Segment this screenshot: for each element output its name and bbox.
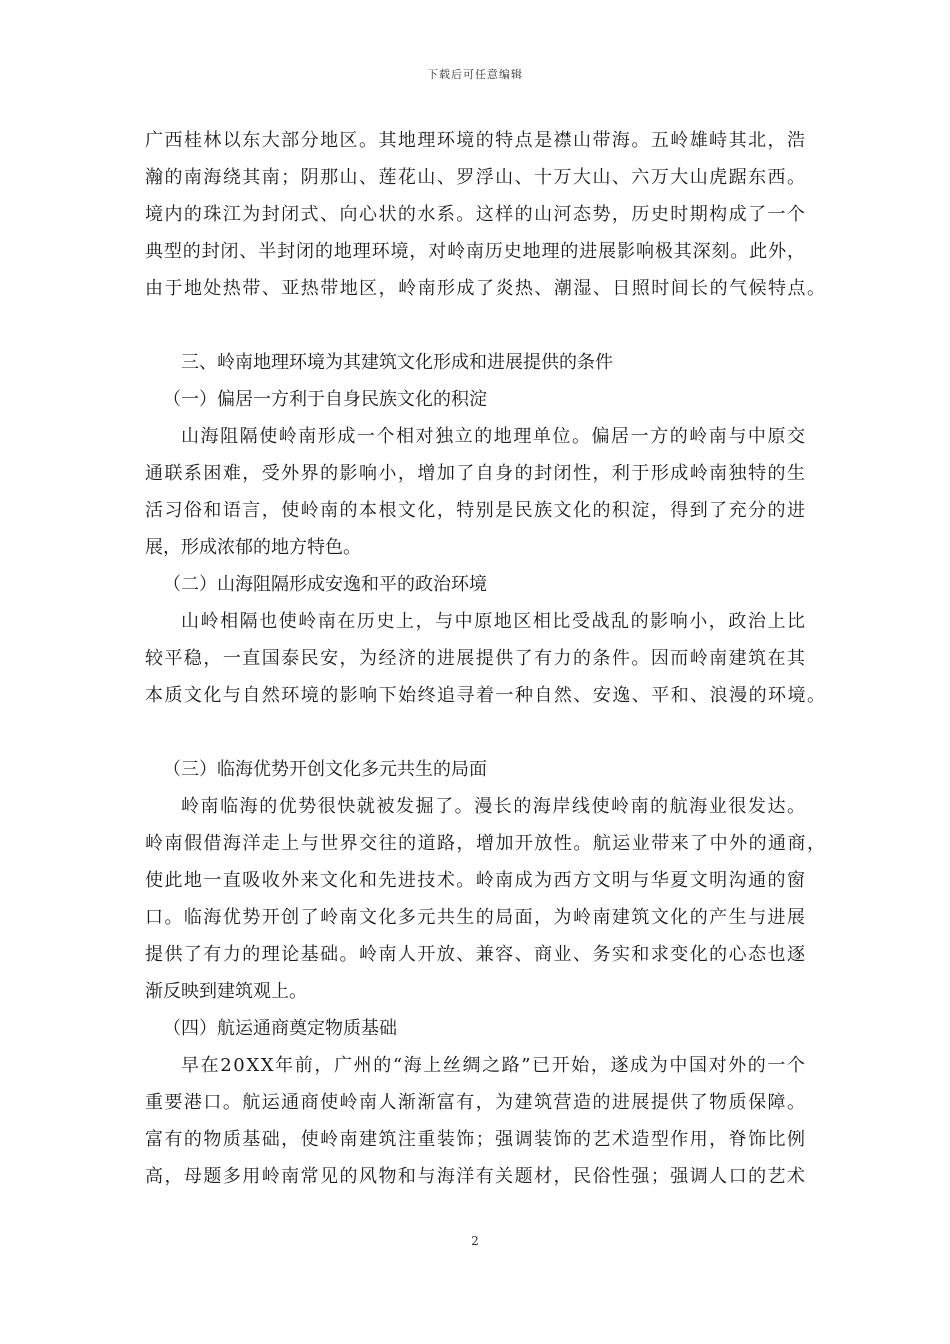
body-line: 岭南临海的优势很快就被发掘了。漫长的海岸线使岭南的航海业很发达。 [181,796,807,817]
body-line: 本质文化与自然环境的影响下始终追寻着一种自然、安逸、平和、浪漫的环境。 [145,685,827,706]
body-line: 渐反映到建筑观上。 [145,981,307,1002]
body-line: 由于地处热带、亚热带地区，岭南形成了炎热、潮湿、日照时间长的气候特点。 [145,278,827,299]
body-line: 高，母题多用岭南常见的风物和与海洋有关题材，民俗性强；强调人口的艺术 [145,1166,807,1187]
body-line: 口。临海优势开创了岭南文化多元共生的局面，为岭南建筑文化的产生与进展 [145,907,807,928]
body-line: 使此地一直吸收外来文化和先进技术。岭南成为西方文明与华夏文明沟通的窗 [145,870,807,891]
body-line: 典型的封闭、半封闭的地理环境，对岭南历史地理的进展影响极其深刻。此外， [145,241,806,262]
body-line: 重要港口。航运通商使岭南人渐渐富有，为建筑营造的进展提供了物质保障。 [145,1092,807,1113]
body-line: 山海阻隔使岭南形成一个相对独立的地理单位。偏居一方的岭南与中原交 [181,426,807,447]
body-line: 境内的珠江为封闭式、向心状的水系。这样的山河态势，历史时期构成了一个 [145,204,807,225]
body-line: 富有的物质基础，使岭南建筑注重装饰；强调装饰的艺术造型作用，脊饰比例 [145,1129,807,1150]
body-line: 提供了有力的理论基础。岭南人开放、兼容、商业、务实和求变化的心态也逐 [145,944,807,965]
page-number: 2 [471,1234,479,1248]
body-line: 早在20XX年前，广州的“海上丝绸之路”已开始，遂成为中国对外的一个 [181,1055,807,1076]
body-line: 瀚的南海绕其南；阴那山、莲花山、罗浮山、十万大山、六万大山虎踞东西。 [145,167,807,188]
subsection-heading: （三）临海优势开创文化多元共生的局面 [163,759,487,780]
body-line: 较平稳，一直国泰民安，为经济的进展提供了有力的条件。因而岭南建筑在其 [145,648,807,669]
subsection-heading: （四）航运通商奠定物质基础 [163,1018,397,1039]
body-line: 山岭相隔也使岭南在历史上，与中原地区相比受战乱的影响小，政治上比 [181,611,807,632]
body-line: 岭南假借海洋走上与世界交往的道路，增加开放性。航运业带来了中外的通商， [145,833,827,854]
page-header: 下载后可任意编辑 [427,68,523,81]
subsection-heading: （二）山海阻隔形成安逸和平的政治环境 [163,574,487,595]
section-heading: 三、岭南地理环境为其建筑文化形成和进展提供的条件 [181,352,613,373]
body-line: 展，形成浓郁的地方特色。 [145,537,361,558]
body-line: 广西桂林以东大部分地区。其地理环境的特点是襟山带海。五岭雄峙其北，浩 [145,130,807,151]
body-line: 活习俗和语言，使岭南的本根文化，特别是民族文化的积淀，得到了充分的进 [145,500,807,521]
body-line: 通联系困难，受外界的影响小，增加了自身的封闭性，利于形成岭南独特的生 [145,463,807,484]
subsection-heading: （一）偏居一方利于自身民族文化的积淀 [163,389,487,410]
